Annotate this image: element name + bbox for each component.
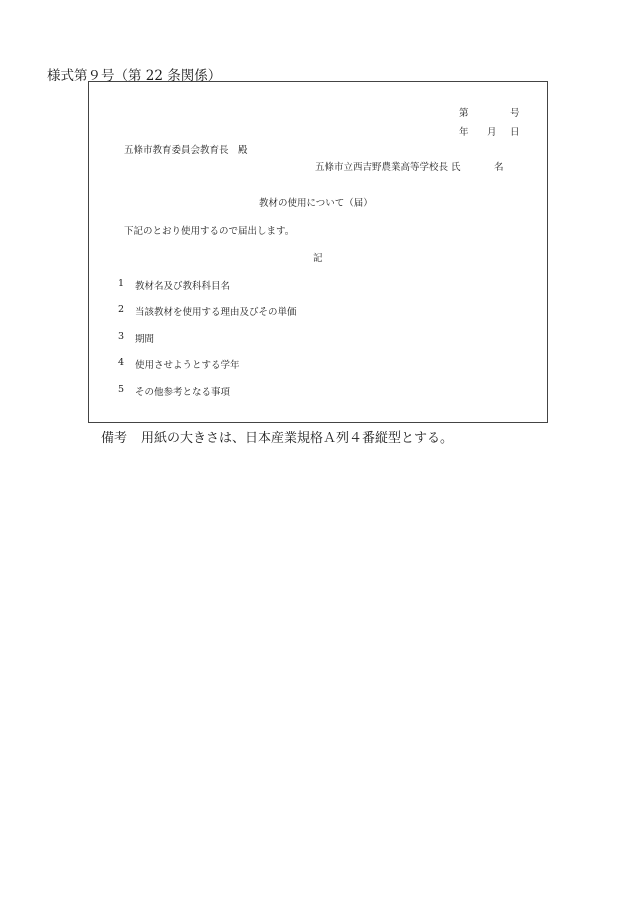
document-title: 教材の使用について（届）: [259, 198, 373, 209]
list-item: その他参考となる事項: [135, 387, 231, 398]
number-dai-label: 第: [459, 108, 469, 119]
form-title: 様式第９号（第 22 条関係）: [47, 68, 222, 84]
list-item: 期間: [135, 334, 155, 345]
date-month-label: 月: [487, 127, 497, 138]
list-item: 教材名及び教科科目名: [135, 281, 231, 292]
date-year-label: 年: [459, 127, 469, 138]
list-item-number: 1: [118, 278, 125, 289]
sender-name-label: 名: [494, 162, 504, 173]
ki-heading: 記: [313, 253, 323, 264]
remark-text: 用紙の大きさは、日本産業規格Ａ列４番縦型とする。: [141, 431, 454, 446]
list-item: 当該教材を使用する理由及びその単価: [135, 307, 297, 318]
sender-title: 五條市立西吉野農業高等学校長 氏: [315, 162, 461, 173]
list-item-number: 5: [118, 384, 125, 395]
list-item-number: 3: [118, 331, 125, 342]
number-go-label: 号: [510, 108, 520, 119]
list-item-number: 2: [118, 304, 125, 315]
list-item-number: 4: [118, 357, 125, 368]
list-item: 使用させようとする学年: [135, 360, 240, 371]
date-day-label: 日: [510, 127, 520, 138]
remark-label: 備考: [101, 431, 128, 446]
addressee: 五條市教育委員会教育長 殿: [124, 145, 248, 156]
intro-text: 下記のとおり使用するので届出します。: [124, 226, 295, 237]
remark-note: [101, 427, 453, 446]
